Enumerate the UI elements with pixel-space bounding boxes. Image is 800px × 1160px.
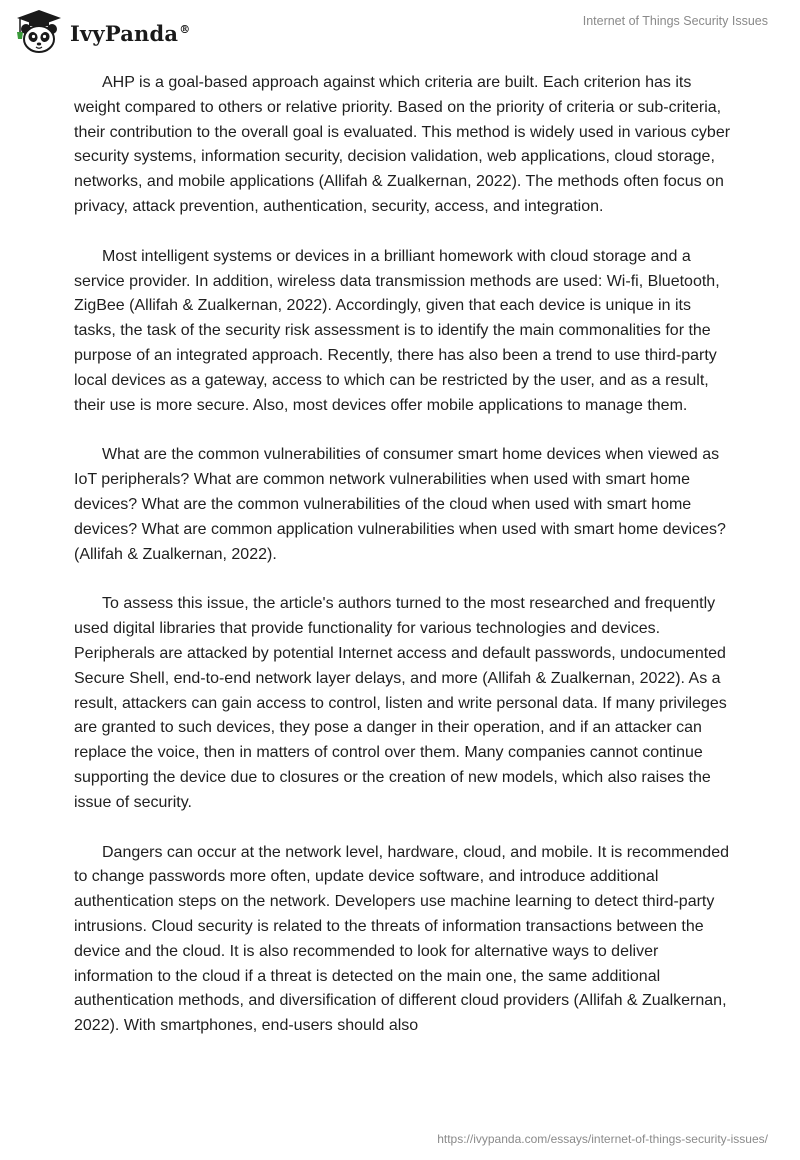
paragraph-3: What are the common vulnerabilities of consumer smart home devices when viewed as IoT peripherals? What are common network vulnerabilities when used with smart home devices? What are the common vulnerabilities of the cloud when used with smart home devices? What are common application vulnerabilities when used with smart home devices? (Allifah & Zualkernan, 2022). (74, 446, 726, 563)
panda-graduate-logo-icon (14, 8, 64, 54)
brand-logo[interactable] (14, 8, 190, 54)
registered-mark: ® (179, 22, 191, 36)
document-title: Internet of Things Security Issues (582, 14, 768, 28)
paragraph-5: Dangers can occur at the network level, hardware, cloud, and mobile. It is recommended to change passwords more often, update device software, and introduce additional authentication steps on the network. Developers use machine learning to detect third-party intrusions. Cloud security is related to the threats of information transactions between the device and the cloud. It is also recommended to look for alternative ways to deliver information to the cloud if a threat is detected on the main one, the same additional authentication methods, and diversification of different cloud providers (Allifah & Zualkernan, 2022). With smartphones, end-users should also (74, 843, 729, 1035)
footer-url-link[interactable]: https://ivypanda.com/essays/internet-of-things-security-issues/ (437, 1132, 768, 1146)
brand-name: IvyPanda® (70, 20, 191, 46)
paragraph-1: AHP is a goal-based approach against which criteria are built. Each criterion has its weight compared to others or relative priority. Based on the priority of criteria or sub-criteria, their contribution to the overall goal is evaluated. This method is widely used in various cyber security systems, information security, decision validation, web applications, cloud storage, networks, and mobile applications (Allifah & Zualkernan, 2022). The methods often focus on privacy, attack prevention, authentication, security, access, and integration. (74, 74, 731, 215)
page-header (0, 0, 800, 60)
paragraph-2: Most intelligent systems or devices in a brilliant homework with cloud storage and a service provider. In addition, wireless data transmission methods are used: Wi-fi, Bluetooth, ZigBee (Allifah & Zualkernan, 2022). Accordingly, given that each device is unique in its tasks, the task of the security risk assessment is to identify the main commonalities for the purpose of an integrated approach. Recently, there has also been a trend to use third-party local devices as a gateway, access to which can be restricted by the user, and as a result, their use is more secure. Also, most devices offer mobile applications to manage them. (74, 247, 720, 414)
essay-body (74, 71, 734, 1064)
paragraph-4: To assess this issue, the article's authors turned to the most researched and frequently used digital libraries that provide functionality for various technologies and devices. Peripherals are attacked by potential Internet access and default passwords, undocumented Secure Shell, end-to-end network layer delays, and more (Allifah & Zualkernan, 2022). As a result, attackers can gain access to control, listen and write personal data. If many privileges are granted to such devices, they pose a danger in their operation, and if an attacker can replace the voice, then in matters of control over them. Many companies cannot continue supporting the device due to closures or the creation of new models, which also raises the issue of security. (74, 595, 727, 811)
